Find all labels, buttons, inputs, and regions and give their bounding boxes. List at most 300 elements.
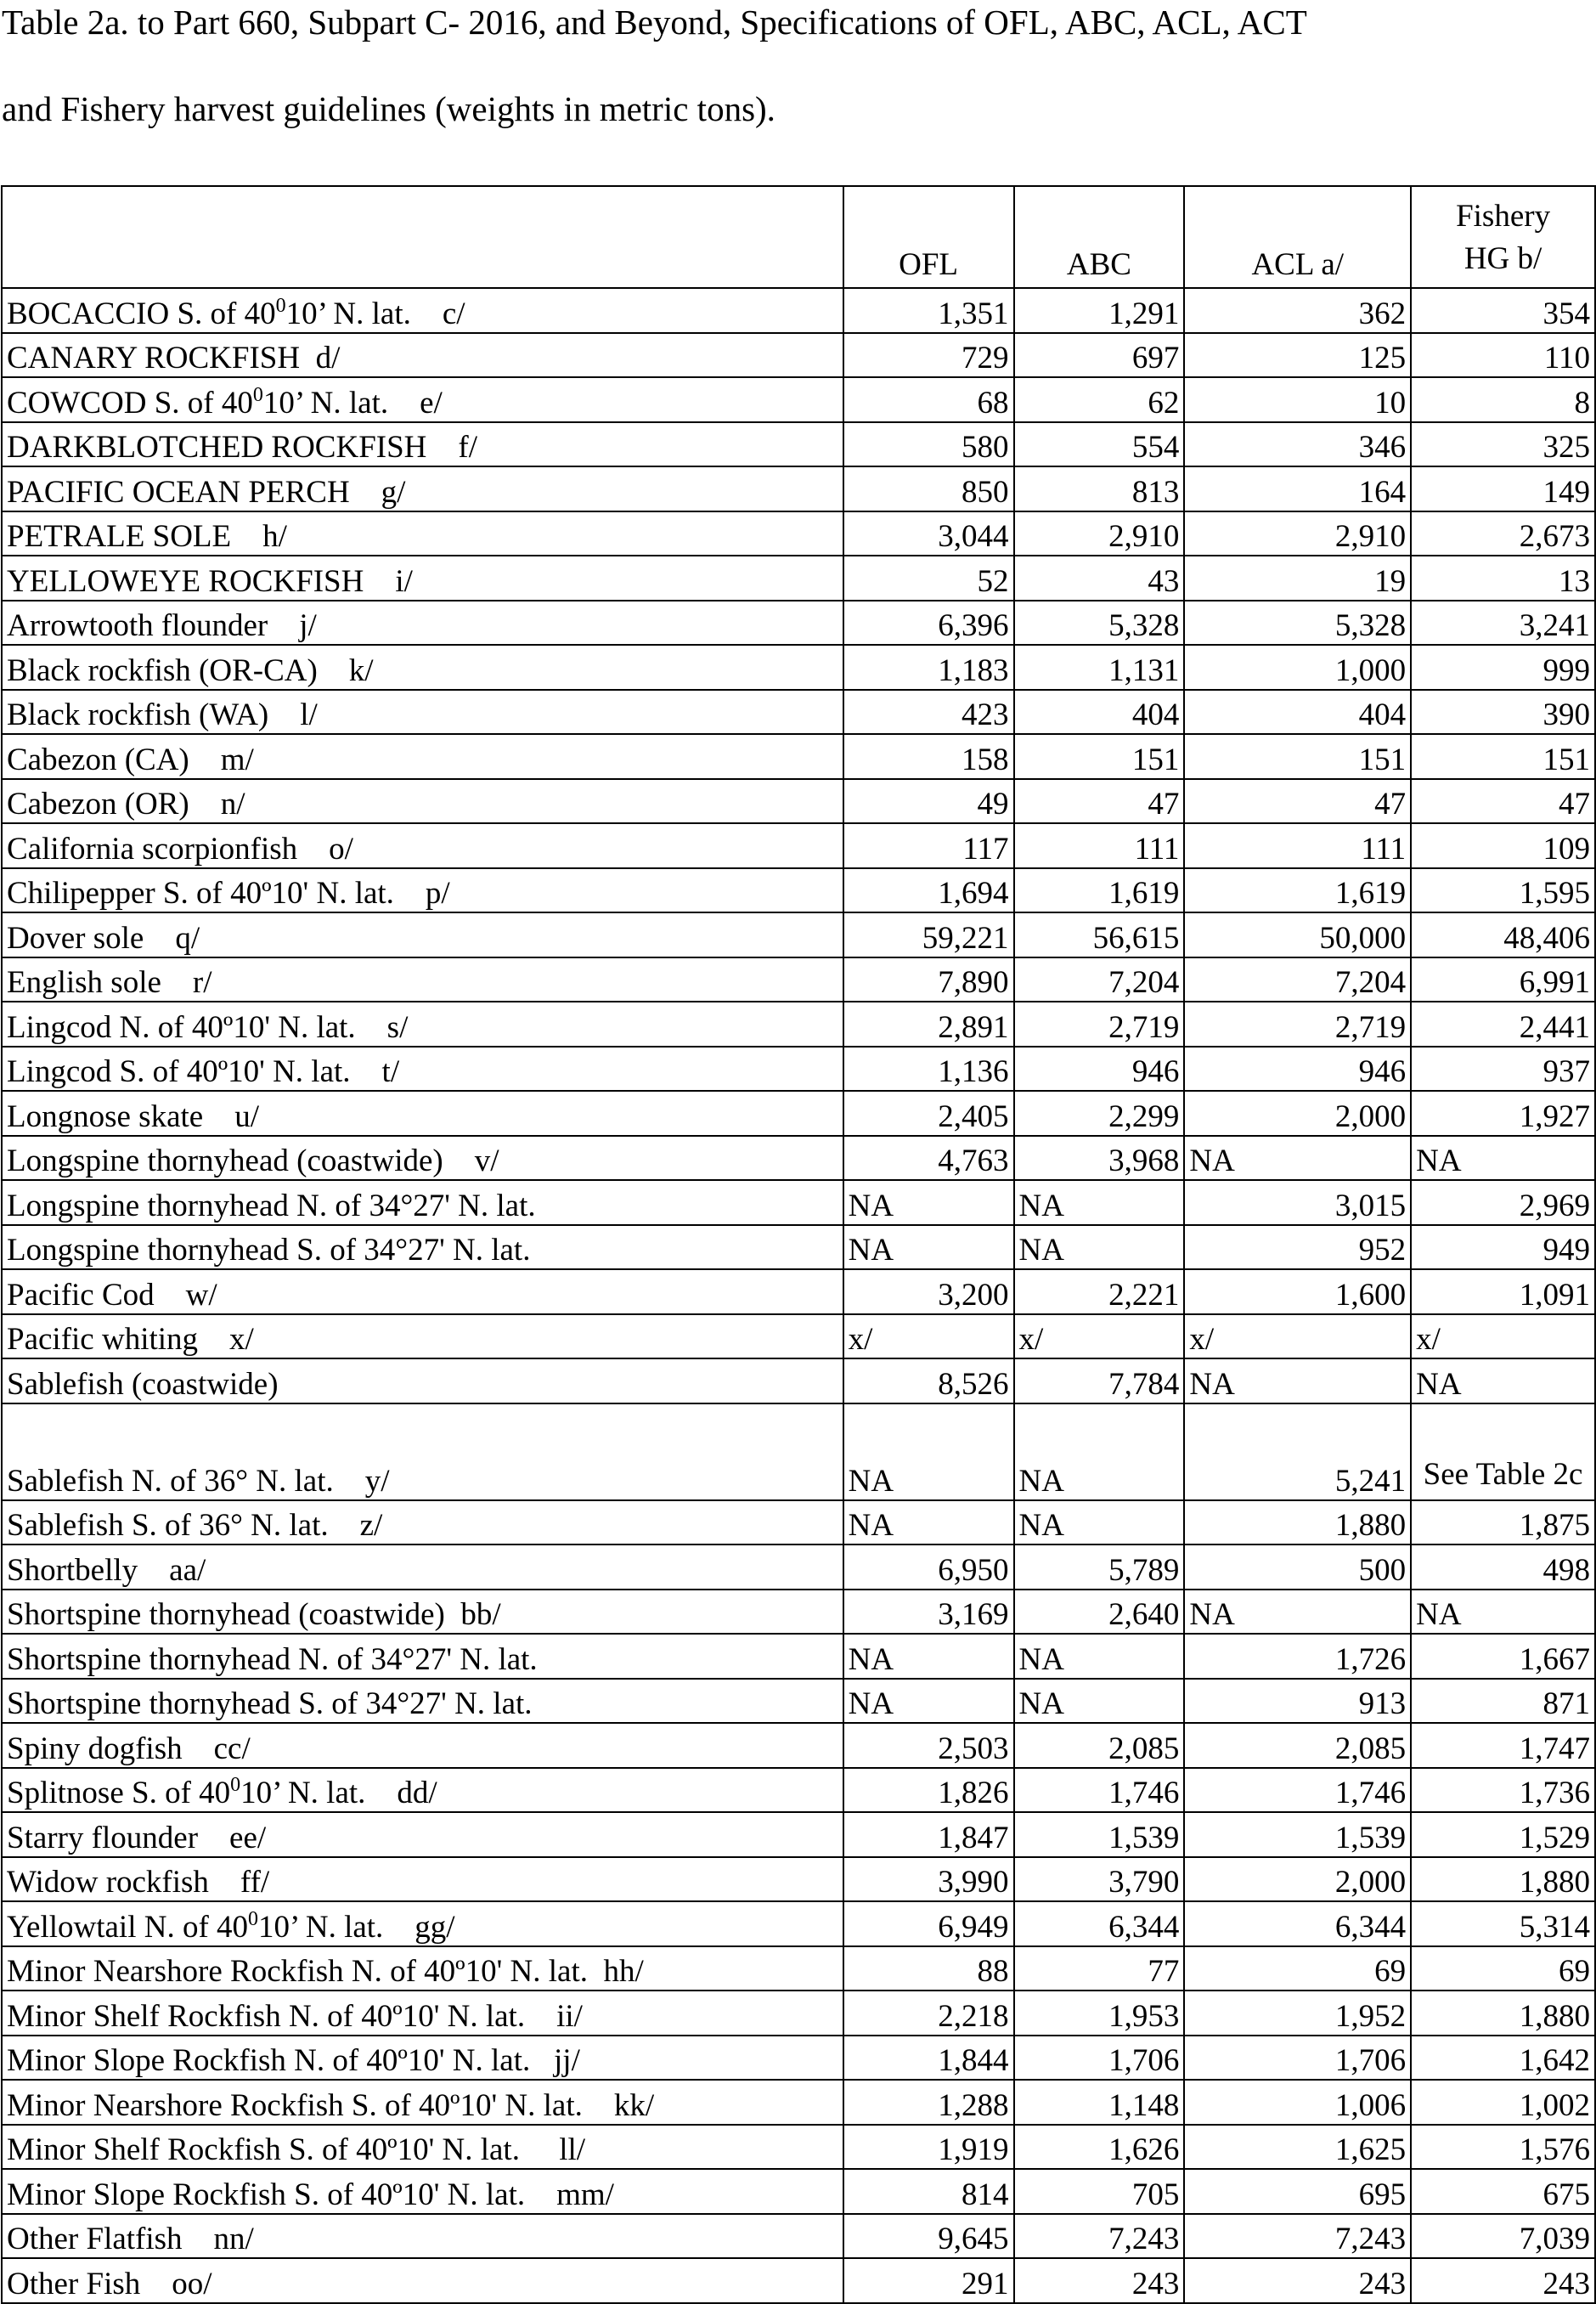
acl-cell: NA [1184, 1358, 1411, 1403]
table-row [2, 1403, 1595, 1500]
species-name-suffix: 10’ N. lat. gg/ [258, 1909, 455, 1945]
abc-cell: 1,291 [1014, 288, 1185, 333]
ofl-cell: 8,526 [843, 1358, 1014, 1403]
species-cell [2, 1991, 843, 2036]
acl-cell: 47 [1184, 779, 1411, 824]
hg-cell: 1,927 [1411, 1091, 1595, 1136]
species-cell [2, 957, 843, 1002]
ofl-cell: 1,919 [843, 2125, 1014, 2170]
ofl-cell: 59,221 [843, 912, 1014, 957]
species-cell [2, 1047, 843, 1092]
ofl-cell: 49 [843, 779, 1014, 824]
acl-cell: 1,619 [1184, 868, 1411, 913]
acl-cell: 2,719 [1184, 1002, 1411, 1047]
acl-cell: 952 [1184, 1225, 1411, 1270]
species-name: Arrowtooth flounder j/ [7, 608, 317, 643]
abc-cell: 2,910 [1014, 511, 1185, 556]
ofl-cell: 68 [843, 377, 1014, 422]
species-name: Shortspine thornyhead N. of 34°27' N. lat. [7, 1641, 538, 1677]
hg-cell: NA [1411, 1590, 1595, 1635]
hg-cell: 325 [1411, 422, 1595, 467]
species-cell [2, 823, 843, 868]
hg-cell: 48,406 [1411, 912, 1595, 957]
hg-cell: See Table 2c [1411, 1403, 1595, 1500]
hg-cell: 2,673 [1411, 511, 1595, 556]
header-hg-line2: HG b/ [1463, 241, 1542, 277]
acl-cell: 946 [1184, 1047, 1411, 1092]
degree-superscript: 0 [248, 1907, 259, 1930]
acl-cell: 19 [1184, 556, 1411, 601]
species-name: English sole r/ [7, 965, 212, 1000]
acl-cell: 151 [1184, 734, 1411, 779]
species-name-suffix: 10’ N. lat. dd/ [240, 1776, 437, 1810]
species-cell [2, 2214, 843, 2259]
acl-cell: 1,706 [1184, 2036, 1411, 2081]
hg-cell: 871 [1411, 1679, 1595, 1724]
species-cell [2, 1136, 843, 1181]
degree-superscript: 0 [252, 383, 263, 406]
ofl-cell: 1,351 [843, 288, 1014, 333]
abc-cell: 697 [1014, 333, 1185, 378]
species-cell [2, 645, 843, 690]
ofl-cell: NA [843, 1500, 1014, 1545]
ofl-cell: 2,891 [843, 1002, 1014, 1047]
ofl-cell: 814 [843, 2169, 1014, 2214]
hg-cell: 8 [1411, 377, 1595, 422]
table-row [2, 912, 1595, 957]
acl-cell: 6,344 [1184, 1901, 1411, 1946]
hg-cell: 151 [1411, 734, 1595, 779]
acl-cell: 2,000 [1184, 1091, 1411, 1136]
abc-cell: NA [1014, 1500, 1185, 1545]
table-row [2, 1768, 1595, 1813]
species-name: Black rockfish (WA) l/ [7, 697, 318, 732]
ofl-cell: NA [843, 1634, 1014, 1679]
acl-cell: 695 [1184, 2169, 1411, 2214]
hg-cell: 1,529 [1411, 1812, 1595, 1857]
hg-cell: NA [1411, 1136, 1595, 1181]
abc-cell: x/ [1014, 1314, 1185, 1359]
species-cell [2, 1634, 843, 1679]
abc-cell: 7,784 [1014, 1358, 1185, 1403]
species-cell [2, 377, 843, 422]
table-row [2, 2036, 1595, 2081]
hg-cell: 1,880 [1411, 1991, 1595, 2036]
acl-cell: 10 [1184, 377, 1411, 422]
species-cell [2, 601, 843, 646]
degree-superscript: 0 [275, 294, 286, 317]
hg-cell: 243 [1411, 2258, 1595, 2303]
species-name: CANARY ROCKFISH d/ [7, 341, 341, 376]
table-row [2, 2080, 1595, 2125]
ofl-cell: 6,949 [843, 1901, 1014, 1946]
table-row [2, 690, 1595, 735]
species-cell [2, 556, 843, 601]
hg-cell: 6,991 [1411, 957, 1595, 1002]
table-row [2, 734, 1595, 779]
species-name: California scorpionfish o/ [7, 831, 353, 867]
abc-cell: NA [1014, 1679, 1185, 1724]
hg-cell: 7,039 [1411, 2214, 1595, 2259]
acl-cell: 1,880 [1184, 1500, 1411, 1545]
hg-cell: 999 [1411, 645, 1595, 690]
species-cell [2, 2080, 843, 2125]
table-row [2, 1225, 1595, 1270]
acl-cell: NA [1184, 1136, 1411, 1181]
species-name: Minor Nearshore Rockfish S. of 40º10' N. lat. kk/ [7, 2087, 655, 2123]
acl-cell: 1,625 [1184, 2125, 1411, 2170]
hg-cell: 498 [1411, 1544, 1595, 1590]
abc-cell: 1,539 [1014, 1812, 1185, 1857]
species-name: Pacific whiting x/ [7, 1322, 254, 1357]
abc-cell: 2,221 [1014, 1269, 1185, 1314]
species-name: PACIFIC OCEAN PERCH g/ [7, 474, 406, 510]
species-name: COWCOD S. of 40 [7, 385, 253, 421]
table-row [2, 556, 1595, 601]
species-cell [2, 1723, 843, 1768]
species-cell [2, 912, 843, 957]
header-fishery-hg [1411, 186, 1595, 288]
species-cell [2, 868, 843, 913]
abc-cell: 1,706 [1014, 2036, 1185, 2081]
hg-cell: 1,880 [1411, 1857, 1595, 1902]
hg-cell: 675 [1411, 2169, 1595, 2214]
ofl-cell: 580 [843, 422, 1014, 467]
abc-cell: 7,204 [1014, 957, 1185, 1002]
abc-cell: 5,789 [1014, 1544, 1185, 1590]
species-cell [2, 734, 843, 779]
table-row [2, 2169, 1595, 2214]
hg-cell: 1,747 [1411, 1723, 1595, 1768]
species-cell [2, 1812, 843, 1857]
species-name: Lingcod S. of 40º10' N. lat. t/ [7, 1054, 400, 1089]
ofl-cell: 2,503 [843, 1723, 1014, 1768]
acl-cell: 7,243 [1184, 2214, 1411, 2259]
abc-cell: 705 [1014, 2169, 1185, 2214]
abc-cell: 6,344 [1014, 1901, 1185, 1946]
species-cell [2, 1544, 843, 1590]
abc-cell: 2,085 [1014, 1723, 1185, 1768]
species-cell [2, 422, 843, 467]
ofl-cell: 3,990 [843, 1857, 1014, 1902]
abc-cell: 404 [1014, 690, 1185, 735]
abc-cell: 1,626 [1014, 2125, 1185, 2170]
acl-cell: 404 [1184, 690, 1411, 735]
species-cell [2, 333, 843, 378]
ofl-cell: 9,645 [843, 2214, 1014, 2259]
species-name: Spiny dogfish cc/ [7, 1731, 251, 1766]
abc-cell: NA [1014, 1180, 1185, 1225]
species-cell [2, 1314, 843, 1359]
table-row [2, 957, 1595, 1002]
ofl-cell: 1,847 [843, 1812, 1014, 1857]
table-row [2, 1991, 1595, 2036]
species-cell [2, 1180, 843, 1225]
abc-cell: 1,148 [1014, 2080, 1185, 2125]
table-row [2, 1590, 1595, 1635]
header-hg-line1: Fishery [1456, 199, 1551, 234]
ofl-cell: 52 [843, 556, 1014, 601]
table-row [2, 2214, 1595, 2259]
hg-cell: 2,441 [1411, 1002, 1595, 1047]
species-name: Longspine thornyhead S. of 34°27' N. lat. [7, 1233, 531, 1268]
ofl-cell: 117 [843, 823, 1014, 868]
table-row [2, 1946, 1595, 1991]
species-name: Minor Slope Rockfish N. of 40º10' N. lat. jj/ [7, 2043, 580, 2078]
species-name: Chilipepper S. of 40º10' N. lat. p/ [7, 876, 450, 911]
table-row [2, 422, 1595, 467]
header-acl: ACL a/ [1184, 186, 1411, 288]
species-cell [2, 1269, 843, 1314]
acl-cell: 1,600 [1184, 1269, 1411, 1314]
header-row [2, 186, 1595, 288]
abc-cell: 243 [1014, 2258, 1185, 2303]
ofl-cell: 88 [843, 1946, 1014, 1991]
ofl-cell: x/ [843, 1314, 1014, 1359]
header-ofl: OFL [843, 186, 1014, 288]
species-name: BOCACCIO S. of 40 [7, 296, 276, 331]
ofl-cell: NA [843, 1180, 1014, 1225]
table-row [2, 1180, 1595, 1225]
table-row [2, 1857, 1595, 1902]
ofl-cell: 729 [843, 333, 1014, 378]
species-cell [2, 1225, 843, 1270]
species-name: Longspine thornyhead N. of 34°27' N. lat. [7, 1188, 536, 1223]
abc-cell: NA [1014, 1634, 1185, 1679]
ofl-cell: 2,218 [843, 1991, 1014, 2036]
acl-cell: 5,241 [1184, 1403, 1411, 1500]
abc-cell: 2,299 [1014, 1091, 1185, 1136]
acl-cell: 5,328 [1184, 601, 1411, 646]
hg-cell: 1,667 [1411, 1634, 1595, 1679]
species-name: Cabezon (OR) n/ [7, 787, 245, 822]
ofl-cell: 158 [843, 734, 1014, 779]
acl-cell: 1,006 [1184, 2080, 1411, 2125]
table-row [2, 779, 1595, 824]
table-row [2, 2125, 1595, 2170]
hg-cell: 390 [1411, 690, 1595, 735]
species-name: Cabezon (CA) m/ [7, 742, 254, 777]
hg-cell: 149 [1411, 466, 1595, 511]
acl-cell: 1,000 [1184, 645, 1411, 690]
table-row [2, 1314, 1595, 1359]
ofl-cell: NA [843, 1679, 1014, 1724]
abc-cell: 5,328 [1014, 601, 1185, 646]
table-row [2, 1136, 1595, 1181]
table-row [2, 1544, 1595, 1590]
table-row [2, 601, 1595, 646]
hg-cell: 1,002 [1411, 2080, 1595, 2125]
ofl-cell: 7,890 [843, 957, 1014, 1002]
species-name: Longnose skate u/ [7, 1098, 259, 1134]
ofl-cell: 3,044 [843, 511, 1014, 556]
species-cell [2, 511, 843, 556]
hg-cell: x/ [1411, 1314, 1595, 1359]
acl-cell: 1,746 [1184, 1768, 1411, 1813]
header-species [2, 186, 843, 288]
species-name: Widow rockfish ff/ [7, 1865, 270, 1900]
species-cell [2, 1857, 843, 1902]
ofl-cell: 423 [843, 690, 1014, 735]
species-cell [2, 1500, 843, 1545]
abc-cell: 3,790 [1014, 1857, 1185, 1902]
species-name: Shortbelly aa/ [7, 1552, 206, 1588]
ofl-cell: NA [843, 1403, 1014, 1500]
abc-cell: 2,719 [1014, 1002, 1185, 1047]
acl-cell: 3,015 [1184, 1180, 1411, 1225]
species-cell [2, 2036, 843, 2081]
hg-cell: NA [1411, 1358, 1595, 1403]
abc-cell: 151 [1014, 734, 1185, 779]
species-name: Minor Shelf Rockfish N. of 40º10' N. lat. ii/ [7, 1998, 583, 2034]
hg-cell: 1,736 [1411, 1768, 1595, 1813]
table-row [2, 1812, 1595, 1857]
table-row [2, 823, 1595, 868]
abc-cell: NA [1014, 1225, 1185, 1270]
species-name: Starry flounder ee/ [7, 1820, 267, 1855]
header-abc: ABC [1014, 186, 1185, 288]
table-row [2, 1679, 1595, 1724]
abc-cell: NA [1014, 1403, 1185, 1500]
species-name: Dover sole q/ [7, 920, 200, 956]
acl-cell: x/ [1184, 1314, 1411, 1359]
species-name: Other Fish oo/ [7, 2266, 212, 2301]
acl-cell: 2,085 [1184, 1723, 1411, 1768]
hg-cell: 1,576 [1411, 2125, 1595, 2170]
table-row [2, 1500, 1595, 1545]
species-name: YELLOWEYE ROCKFISH i/ [7, 563, 413, 599]
species-name: Other Flatfish nn/ [7, 2222, 254, 2256]
species-cell [2, 1946, 843, 1991]
ofl-cell: 2,405 [843, 1091, 1014, 1136]
acl-cell: NA [1184, 1590, 1411, 1635]
acl-cell: 1,539 [1184, 1812, 1411, 1857]
ofl-cell: 6,396 [843, 601, 1014, 646]
species-name: PETRALE SOLE h/ [7, 519, 287, 554]
ofl-cell: 1,288 [843, 2080, 1014, 2125]
abc-cell: 813 [1014, 466, 1185, 511]
acl-cell: 1,952 [1184, 1991, 1411, 2036]
ofl-cell: 3,200 [843, 1269, 1014, 1314]
ofl-cell: 3,169 [843, 1590, 1014, 1635]
abc-cell: 2,640 [1014, 1590, 1185, 1635]
species-cell [2, 1901, 843, 1946]
acl-cell: 125 [1184, 333, 1411, 378]
table-row [2, 1047, 1595, 1092]
abc-cell: 62 [1014, 377, 1185, 422]
hg-cell: 949 [1411, 1225, 1595, 1270]
ofl-cell: 4,763 [843, 1136, 1014, 1181]
species-cell [2, 2125, 843, 2170]
ofl-cell: NA [843, 1225, 1014, 1270]
ofl-cell: 1,136 [843, 1047, 1014, 1092]
acl-cell: 243 [1184, 2258, 1411, 2303]
hg-cell: 1,595 [1411, 868, 1595, 913]
acl-cell: 164 [1184, 466, 1411, 511]
abc-cell: 77 [1014, 1946, 1185, 1991]
abc-cell: 111 [1014, 823, 1185, 868]
species-name-suffix: 10’ N. lat. c/ [285, 296, 465, 331]
species-name: DARKBLOTCHED ROCKFISH f/ [7, 430, 478, 465]
specifications-table [1, 185, 1596, 2304]
title-line-1: Table 2a. to Part 660, Subpart C- 2016, and Beyond, Specifications of OFL, ABC, ACL, ACT [2, 3, 1307, 42]
species-name: Splitnose S. of 40 [7, 1776, 231, 1810]
abc-cell: 1,746 [1014, 1768, 1185, 1813]
species-cell [2, 1091, 843, 1136]
acl-cell: 362 [1184, 288, 1411, 333]
abc-cell: 43 [1014, 556, 1185, 601]
ofl-cell: 1,694 [843, 868, 1014, 913]
abc-cell: 946 [1014, 1047, 1185, 1092]
acl-cell: 50,000 [1184, 912, 1411, 957]
abc-cell: 1,953 [1014, 1991, 1185, 2036]
table-body [2, 186, 1595, 2303]
table-row [2, 1723, 1595, 1768]
hg-cell: 109 [1411, 823, 1595, 868]
species-name: Black rockfish (OR-CA) k/ [7, 652, 374, 688]
species-cell [2, 2258, 843, 2303]
table-row [2, 288, 1595, 333]
species-cell [2, 1358, 843, 1403]
acl-cell: 2,910 [1184, 511, 1411, 556]
table-row [2, 2258, 1595, 2303]
hg-cell: 354 [1411, 288, 1595, 333]
species-name: Sablefish S. of 36° N. lat. z/ [7, 1508, 383, 1543]
abc-cell: 56,615 [1014, 912, 1185, 957]
table-row [2, 1634, 1595, 1679]
table-row [2, 1091, 1595, 1136]
hg-cell: 5,314 [1411, 1901, 1595, 1946]
table-row [2, 868, 1595, 913]
abc-cell: 47 [1014, 779, 1185, 824]
species-name: Sablefish (coastwide) [7, 1366, 279, 1402]
title-line-2: and Fishery harvest guidelines (weights in metric tons). [2, 89, 775, 128]
species-name: Minor Slope Rockfish S. of 40º10' N. lat. mm/ [7, 2177, 614, 2212]
ofl-cell: 1,183 [843, 645, 1014, 690]
species-cell [2, 1768, 843, 1813]
species-cell [2, 690, 843, 735]
species-cell [2, 779, 843, 824]
species-name: Minor Shelf Rockfish S. of 40º10' N. lat. ll/ [7, 2132, 586, 2167]
species-name: Minor Nearshore Rockfish N. of 40º10' N. lat. hh/ [7, 1954, 644, 1989]
degree-superscript: 0 [230, 1774, 241, 1796]
table-row [2, 1269, 1595, 1314]
table-row [2, 1901, 1595, 1946]
table-row [2, 377, 1595, 422]
hg-cell: 2,969 [1411, 1180, 1595, 1225]
ofl-cell: 291 [843, 2258, 1014, 2303]
hg-cell: 1,091 [1411, 1269, 1595, 1314]
hg-cell: 3,241 [1411, 601, 1595, 646]
acl-cell: 346 [1184, 422, 1411, 467]
table-row [2, 511, 1595, 556]
species-cell [2, 1590, 843, 1635]
species-cell [2, 1002, 843, 1047]
species-name: Sablefish N. of 36° N. lat. y/ [7, 1463, 390, 1499]
hg-cell: 1,875 [1411, 1500, 1595, 1545]
table-row [2, 645, 1595, 690]
abc-cell: 1,619 [1014, 868, 1185, 913]
hg-cell: 1,642 [1411, 2036, 1595, 2081]
species-cell [2, 466, 843, 511]
species-cell [2, 1679, 843, 1724]
table-row [2, 333, 1595, 378]
hg-cell: 69 [1411, 1946, 1595, 1991]
abc-cell: 1,131 [1014, 645, 1185, 690]
table-row [2, 1002, 1595, 1047]
ofl-cell: 1,826 [843, 1768, 1014, 1813]
abc-cell: 7,243 [1014, 2214, 1185, 2259]
